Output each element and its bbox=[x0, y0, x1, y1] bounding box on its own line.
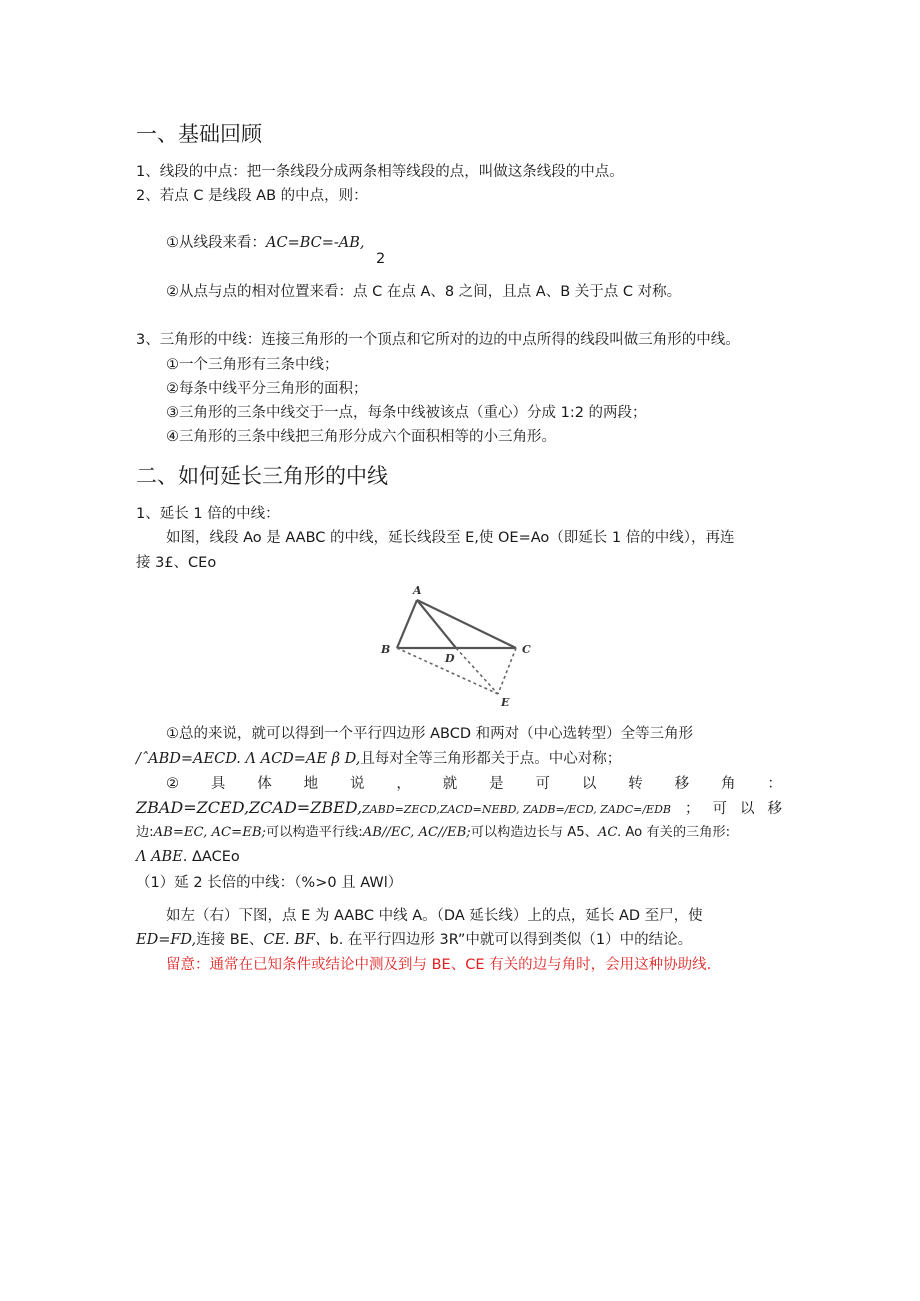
para1-line2: 接 3£、CEo bbox=[136, 555, 217, 571]
char: 就 bbox=[442, 776, 458, 792]
char: 可 bbox=[535, 776, 550, 792]
para2-line1: ①总的来说，就可以得到一个平行四边形 ABCD 和两对（中心选转型）全等三角形 bbox=[166, 726, 694, 742]
char: 以 bbox=[739, 801, 755, 817]
formula: AB=EC, AC=EB; bbox=[153, 825, 266, 840]
formula: ED=FD, bbox=[136, 932, 197, 948]
text: b. 在平行四边形 3R”中就可以得到类似（1）中的结论。 bbox=[329, 932, 693, 948]
segment-AC bbox=[417, 600, 516, 648]
item-1-midpoint: 1、线段的中点：把一条线段分成两条相等线段的点，叫做这条线段的中点。 bbox=[136, 164, 624, 180]
segment-AD bbox=[417, 600, 456, 648]
text: 可以构造平行线: bbox=[265, 825, 363, 840]
text: 可以构造边长与 A5、 bbox=[470, 825, 598, 840]
char: ， bbox=[396, 776, 411, 792]
para3-line2-tail bbox=[685, 799, 782, 819]
char: 说 bbox=[350, 776, 365, 792]
angle-formula-1: ZBAD=ZCED,ZCAD=ZBED, bbox=[136, 798, 363, 817]
sub2-line: ②从点与点的相对位置来看：点 C 在点 A、8 之间，且点 A、B 关于点 C 对称。 bbox=[166, 284, 682, 300]
extend-1x-title: 1、延长 1 倍的中线： bbox=[136, 506, 280, 522]
para1-line1: 如图，线段 Ao 是 AABC 的中线，延长线段至 E,使 OE=Ao（即延长 1 倍的中线），再连 bbox=[166, 530, 735, 546]
char: 移 bbox=[767, 801, 782, 817]
char: 可 bbox=[712, 801, 727, 817]
congruence-formula: /ˆABD=AECD. Λ ACD=AE β D, bbox=[136, 751, 361, 767]
para2-line2-rest: 且每对全等三角形都关于点。中心对称； bbox=[360, 751, 622, 767]
para3-line2 bbox=[136, 798, 782, 820]
para3-line1 bbox=[166, 774, 782, 794]
char: 是 bbox=[489, 776, 504, 792]
char: 地 bbox=[303, 776, 319, 792]
formula: AB//EC, AC//EB; bbox=[362, 825, 471, 840]
formula: Λ ABE. bbox=[136, 849, 188, 865]
note-text: 留意：通常在已知条件或结论中测及到与 BE、CE 有关的边与角时，会用这种协助线. bbox=[166, 957, 712, 973]
extend-k-times-title: （1）延 2 长倍的中线：（%>0 且 AWl） bbox=[136, 875, 403, 891]
para4-line2 bbox=[136, 930, 692, 950]
char: 角 bbox=[721, 776, 736, 792]
section2-heading: 二、如何延长三角形的中线 bbox=[136, 464, 388, 488]
angle-formula-2: ZABD=ZECD,ZACD=NEBD, ZADB=/ECD, ZADC=/EDB bbox=[362, 803, 671, 816]
char: 转 bbox=[628, 776, 643, 792]
item-3-median: 3、三角形的中线：连接三角形的一个顶点和它所对的边的中点所得的线段叫做三角形的中线。 bbox=[136, 332, 740, 348]
label-B: B bbox=[381, 643, 391, 656]
triangle-figure bbox=[370, 580, 540, 712]
median-property-3: ③三角形的三条中线交于一点，每条中线被该点（重心）分成 1:2 的两段； bbox=[166, 405, 647, 421]
median-property-2: ②每条中线平分三角形的面积； bbox=[166, 381, 368, 397]
formula: AC. bbox=[597, 825, 622, 840]
para3-line4 bbox=[136, 847, 240, 867]
char: 以 bbox=[581, 776, 597, 792]
segment-CE bbox=[498, 648, 516, 694]
text: 边: bbox=[136, 825, 154, 840]
label-C: C bbox=[522, 643, 531, 656]
text: Ao 有关的三角形: bbox=[625, 825, 731, 840]
segment-AB bbox=[397, 600, 417, 648]
para4-line1: 如左（右）下图，点 E 为 AABC 中线 A。（DA 延长线）上的点，延长 AD 至尸，使 bbox=[166, 908, 703, 924]
item-2-condition: 2、若点 C 是线段 AB 的中点，则： bbox=[136, 188, 368, 204]
sub1-denominator: 2 bbox=[376, 251, 386, 267]
section1-heading: 一、基础回顾 bbox=[136, 122, 262, 146]
char: 体 bbox=[257, 776, 272, 792]
char: ② bbox=[166, 776, 179, 792]
text: ΔACEo bbox=[192, 849, 240, 865]
text: 连接 BE、 bbox=[196, 932, 264, 948]
para2-line2 bbox=[136, 749, 621, 769]
sub1-line bbox=[166, 233, 365, 253]
para3-line3 bbox=[136, 823, 730, 843]
label-A: A bbox=[413, 584, 422, 597]
label-E: E bbox=[501, 696, 510, 709]
sub1-prefix: ①从线段来看： bbox=[166, 235, 266, 251]
median-property-1: ①一个三角形有三条中线； bbox=[166, 357, 339, 373]
segment-DE bbox=[456, 648, 498, 694]
median-property-4: ④三角形的三条中线把三角形分成六个面积相等的小三角形。 bbox=[166, 429, 556, 445]
char: 移 bbox=[674, 776, 690, 792]
label-D: D bbox=[445, 652, 455, 665]
sub1-formula: AC=BC=-AB, bbox=[266, 235, 365, 251]
char: 具 bbox=[210, 776, 226, 792]
char: ： bbox=[767, 776, 782, 792]
formula: CE. BF、 bbox=[263, 932, 330, 948]
char: ； bbox=[684, 801, 700, 817]
